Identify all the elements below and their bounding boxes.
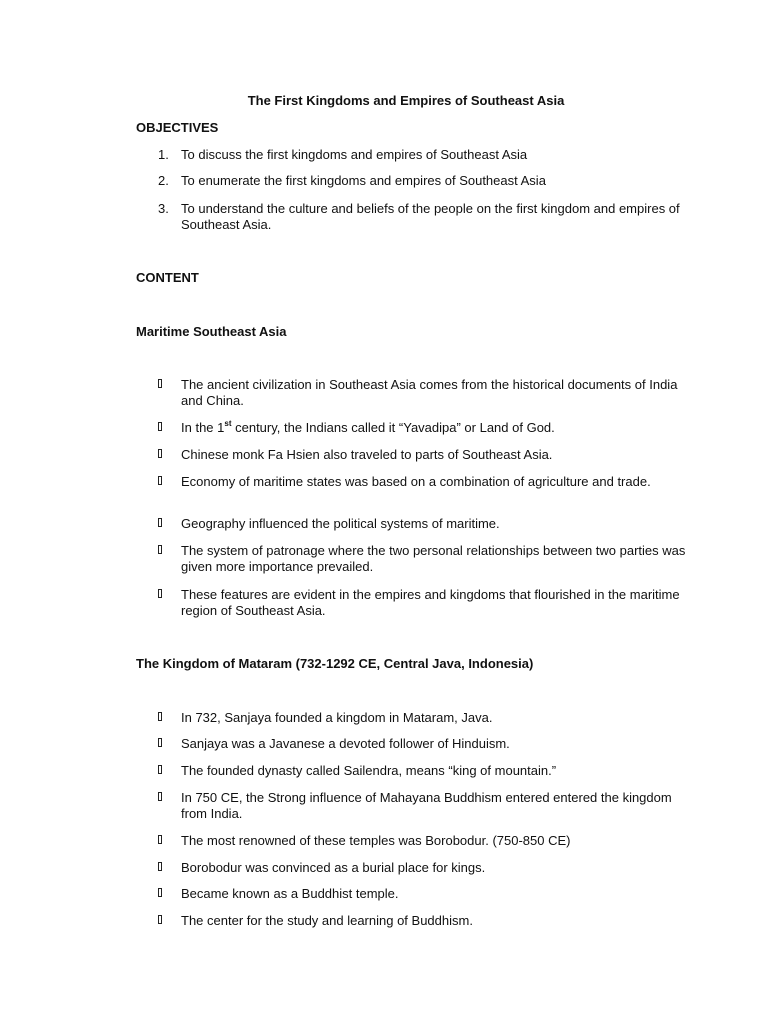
bullet-icon	[158, 738, 162, 747]
mataram-heading: The Kingdom of Mataram (732-1292 CE, Central Java, Indonesia)	[136, 656, 534, 671]
list-item	[158, 710, 698, 726]
list-number: 3.	[158, 201, 169, 216]
bullet-text: Economy of maritime states was based on a combination of agriculture and trade.	[181, 474, 651, 489]
bullet-icon	[158, 589, 162, 598]
bullet-text: The system of patronage where the two personal relationships between two parties was given more importance prevailed.	[181, 543, 686, 574]
bullet-text: In 750 CE, the Strong influence of Mahayana Buddhism entered entered the kingdom from India.	[181, 790, 672, 821]
list-item	[158, 447, 698, 463]
list-item	[158, 913, 698, 929]
bullet-icon	[158, 449, 162, 458]
objective-item	[158, 201, 698, 233]
objective-text: To enumerate the first kingdoms and empires of Southeast Asia	[181, 173, 546, 188]
bullet-icon	[158, 765, 162, 774]
objective-text: To discuss the first kingdoms and empires of Southeast Asia	[181, 147, 528, 162]
bullet-icon	[158, 862, 162, 871]
bullet-text: Became known as a Buddhist temple.	[181, 886, 399, 901]
list-item	[158, 833, 698, 849]
list-item	[158, 420, 698, 436]
objectives-heading: OBJECTIVES	[136, 120, 219, 135]
bullet-text	[181, 420, 698, 436]
bullet-text: Geography influenced the political systems of maritime.	[181, 516, 500, 531]
objective-item	[158, 173, 698, 189]
bullet-icon	[158, 518, 162, 527]
bullet-text: Chinese monk Fa Hsien also traveled to parts of Southeast Asia.	[181, 447, 553, 462]
bullet-text: Sanjaya was a Javanese a devoted follower of Hinduism.	[181, 736, 510, 751]
maritime-heading: Maritime Southeast Asia	[136, 324, 287, 339]
bullet-icon	[158, 476, 162, 485]
bullet-text-part: In the 1	[181, 420, 225, 435]
bullet-icon	[158, 888, 162, 897]
list-number: 1.	[158, 147, 169, 162]
list-item	[158, 474, 698, 490]
bullet-text: The ancient civilization in Southeast Asia comes from the historical documents of India and China.	[181, 377, 678, 408]
bullet-text: The center for the study and learning of Buddhism.	[181, 913, 473, 928]
list-item	[158, 377, 698, 409]
bullet-text: Borobodur was convinced as a burial place for kings.	[181, 860, 486, 875]
bullet-icon	[158, 379, 162, 388]
bullet-icon	[158, 712, 162, 721]
bullet-icon	[158, 915, 162, 924]
bullet-text: In 732, Sanjaya founded a kingdom in Mataram, Java.	[181, 710, 493, 725]
list-item	[158, 860, 698, 876]
bullet-icon	[158, 792, 162, 801]
list-item	[158, 543, 698, 575]
list-item	[158, 790, 698, 822]
bullet-text: The founded dynasty called Sailendra, means “king of mountain.”	[181, 763, 557, 778]
list-item	[158, 763, 698, 779]
bullet-icon	[158, 835, 162, 844]
bullet-text: The most renowned of these temples was Borobodur. (750-850 CE)	[181, 833, 571, 848]
bullet-icon	[158, 545, 162, 554]
list-item	[158, 886, 698, 902]
content-heading: CONTENT	[136, 270, 199, 285]
list-number: 2.	[158, 173, 169, 188]
bullet-text-part: century, the Indians called it “Yavadipa” or Land of God.	[231, 420, 555, 435]
list-item	[158, 516, 698, 532]
list-item	[158, 736, 698, 752]
document-title: The First Kingdoms and Empires of Southeast Asia	[247, 93, 565, 108]
objective-item	[158, 147, 698, 163]
bullet-text: These features are evident in the empires and kingdoms that flourished in the maritime region of Southeast Asia.	[181, 587, 680, 618]
list-item	[158, 587, 698, 619]
bullet-icon	[158, 422, 162, 431]
ordinal-superscript: st	[224, 418, 232, 428]
objective-text: To understand the culture and beliefs of the people on the first kingdom and empires of Southeast Asia.	[181, 201, 680, 232]
